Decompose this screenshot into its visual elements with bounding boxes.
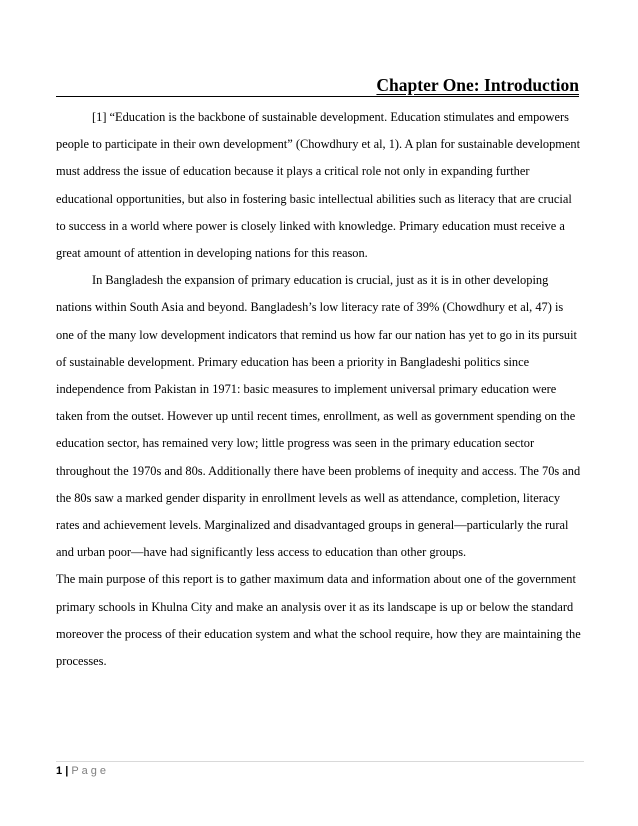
paragraph-1: [1] “Education is the backbone of sustainable development. Education stimulates and empowers people to participate in their own development” (Chowdhury et al, 1). A plan for sustainable development must address the issue of education because it plays a critical role not only in expanding further educational opportunities, but also in fostering basic intellectual abilities such as literacy that are crucial to success in a world where power is closely linked with knowledge. Primary education must receive a great amount of attention in developing nations for this reason. <box>56 110 581 261</box>
page-footer <box>56 764 109 778</box>
body-text <box>56 104 584 675</box>
page-number: 1 <box>56 765 63 777</box>
page-label: Page <box>71 765 110 777</box>
paragraph-2: In Bangladesh the expansion of primary education is crucial, just as it is in other developing nations within South Asia and beyond. Bangladesh’s low literacy rate of 39% (Chowdhury et al, 47) is one of the many low development indicators that remind us how far our nation has yet to go in its pursuit of sustainable development. Primary education has been a priority in Bangladeshi politics since independence from Pakistan in 1971: basic measures to implement universal primary education were taken from the outset. However up until recent times, enrollment, as well as government spending on the education sector, has remained very low; little progress was seen in the primary education sector throughout the 1970s and 80s. Additionally there have been problems of inequity and access. The 70s and the 80s saw a marked gender disparity in enrollment levels as well as attendance, completion, literacy rates and achievement levels. Marginalized and disadvantaged groups in general—particularly the rural and urban poor—have had significantly less access to education than other groups. <box>56 273 581 560</box>
heading-rule <box>56 74 579 97</box>
footer-separator: | <box>65 765 69 777</box>
paragraph-3: The main purpose of this report is to gather maximum data and information about one of the government primary schools in Khulna City and make an analysis over it as its landscape is up or below the standard moreover the process of their education system and what the school require, how they are maintaining the processes. <box>56 572 581 669</box>
footer-rule <box>56 761 584 762</box>
chapter-heading: Chapter One: Introduction <box>376 75 579 95</box>
